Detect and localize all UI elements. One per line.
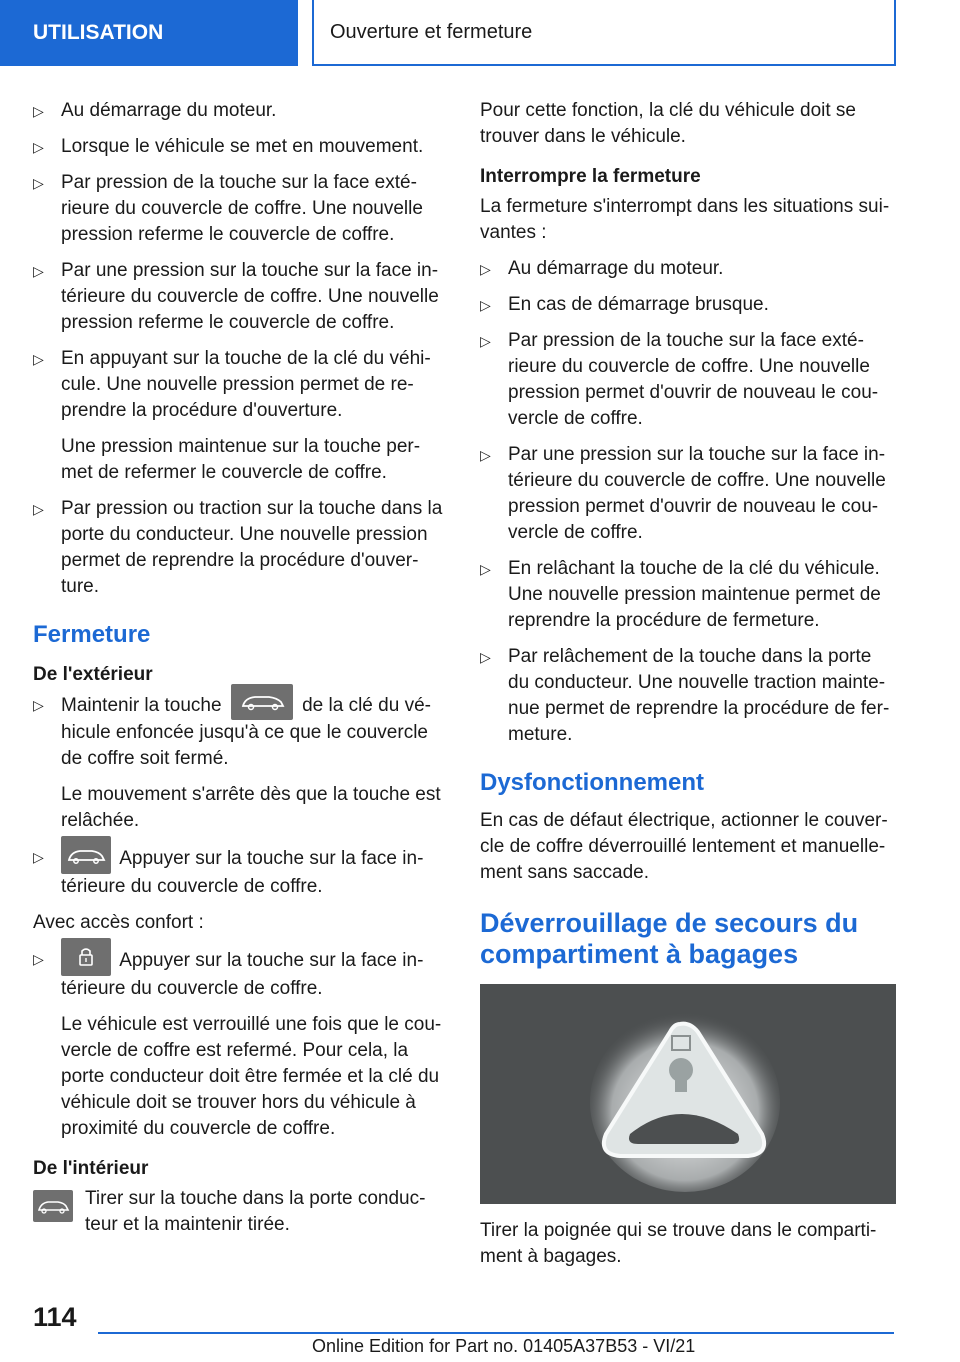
interior-heading: De l'intérieur [33,1158,149,1179]
bullet-icon: ▷ [33,263,44,279]
bullet-icon: ▷ [33,501,44,517]
lock-icon [61,938,111,976]
page-number: 114 [33,1302,77,1332]
list-item: ▷ Par pression ou traction sur la touche dans la porte du conducteur. Une nouvelle pression permet de reprendre la procédure d'ouver-ture. [33,498,443,597]
list-item: ▷ En relâchant la touche de la clé du véhicule. Une nouvelle pression maintenue permet de reprendre la procédure de fermeture. [480,558,881,631]
bullet-icon: ▷ [480,297,491,313]
list-item: ▷ Par une pression sur la touche sur la face in-térieure du couvercle de coffre. Une nouvelle pression permet d'ouvrir de nouveau le cou-vercle de coffre. [480,444,886,543]
interrupt-bullet-list [480,256,896,748]
interrupt-text: La fermeture s'interrompt dans les situations sui-vantes : [480,196,890,243]
emergency-release-handle-photo [480,984,896,1204]
chapter-title: Ouverture et fermeture [312,0,896,66]
interior-instruction: Tirer sur la touche dans la porte conduc-teur et la maintenir tirée. [33,1186,451,1238]
opening-bullet-list [33,98,451,600]
comfort-bullet-list [33,946,451,1142]
list-item: ▷ Lorsque le véhicule se met en mouvement. [33,134,451,160]
bullet-icon: ▷ [33,697,44,713]
list-item: ▷ En appuyant sur la touche de la clé du véhi-cule. Une nouvelle pression permet de re-prendre la procédure d'ouverture. Une pression maintenue sur la touche per-met de refermer le couvercle de coffre. [33,348,431,483]
intro-text: Pour cette fonction, la clé du véhicule doit se trouver dans le véhicule. [480,100,857,147]
bullet-icon: ▷ [480,261,491,277]
emergency-release-heading: Déverrouillage de secours du compartiment à bagages [480,908,859,969]
bullet-icon: ▷ [33,951,44,967]
bullet-icon: ▷ [480,447,491,463]
footer-divider [98,1332,894,1334]
car-trunk-icon [33,1190,73,1222]
bullet-icon: ▷ [33,139,44,155]
exterior-heading: De l'extérieur [33,664,153,685]
list-item: ▷ Par une pression sur la touche sur la face in-térieure du couvercle de coffre. Une nouvelle pression referme le couvercle de coffre. [33,260,439,333]
bullet-icon: ▷ [33,103,44,119]
bullet-icon: ▷ [33,351,44,367]
car-trunk-icon [231,684,293,720]
photo-caption: Tirer la poignée qui se trouve dans le comparti-ment à bagages. [480,1220,877,1267]
list-item: ▷ Au démarrage du moteur. [480,256,896,282]
list-item: ▷ Par relâchement de la touche dans la porte du conducteur. Une nouvelle traction mainte-nue permet de reprendre la procédure de fer-meture. [480,646,890,745]
right-column [480,98,896,1280]
interrupt-heading: Interrompre la fermeture [480,166,701,187]
comfort-label: Avec accès confort : [33,912,204,933]
list-item: ▷ Par pression de la touche sur la face exté-rieure du couvercle de coffre. Une nouvelle pression referme le couvercle de coffre. [33,172,423,245]
list-item: ▷ En cas de démarrage brusque. [480,292,896,318]
left-column [33,98,451,1248]
bullet-icon: ▷ [480,333,491,349]
list-item: ▷ Par pression de la touche sur la face exté-rieure du couvercle de coffre. Une nouvelle pression permet d'ouvrir de nouveau le cou-vercle de coffre. [480,330,879,429]
bullet-icon: ▷ [33,175,44,191]
page-header [0,0,960,66]
bullet-icon: ▷ [33,849,44,865]
edition-footer: Online Edition for Part no. 01405A37B53 - VI/21 [312,1336,696,1356]
list-item: ▷ Maintenir la touche de la clé du vé-hicule enfoncée jusqu'à ce que le couvercle de coffre soit fermé. Le mouvement s'arrête dès que la touche est relâchée. [33,692,451,834]
closing-bullet-list [33,692,451,900]
list-item: ▷ Appuyer sur la touche sur la face in-térieure du couvercle de coffre. Le véhicule est verrouillé une fois que le cou-vercle de coffre est refermé. Pour cela, la porte conducteur doit être fermée et la clé du véhicule doit se trouver hors du véhicule à proximité du couvercle de coffre. [33,946,451,1142]
car-trunk-icon [61,836,111,874]
malfunction-text: En cas de défaut électrique, actionner le couver-cle de coffre déverrouillé lentement et manuelle-ment sans saccade. [480,810,888,883]
list-item: ▷ Au démarrage du moteur. [33,98,451,124]
fermeture-heading: Fermeture [33,621,151,648]
section-title: UTILISATION [0,0,298,66]
list-item: ▷ Appuyer sur la touche sur la face in-térieure du couvercle de coffre. [33,844,451,900]
malfunction-heading: Dysfonctionnement [480,769,705,796]
bullet-icon: ▷ [480,561,491,577]
bullet-icon: ▷ [480,649,491,665]
